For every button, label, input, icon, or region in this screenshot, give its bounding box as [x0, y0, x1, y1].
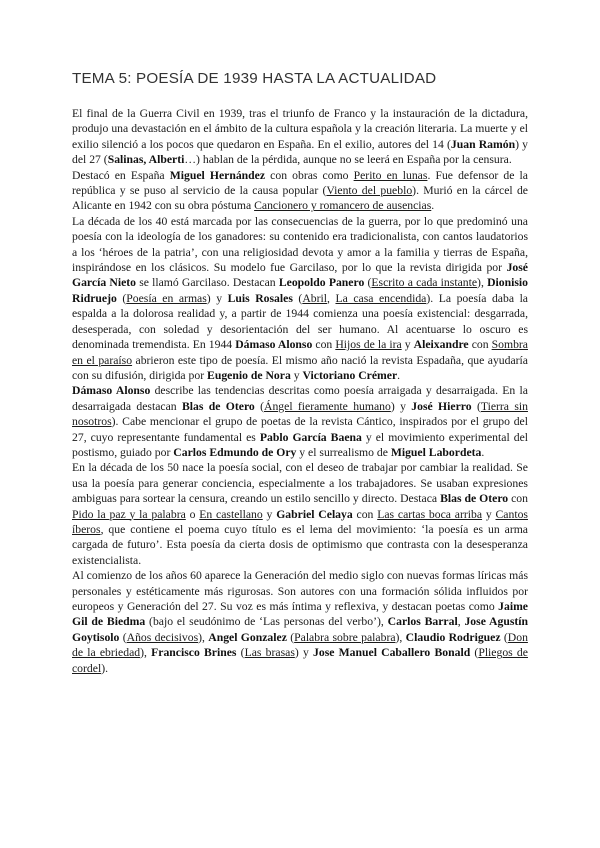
text-run: ) y [390, 399, 412, 413]
author-name: Blas de Otero [440, 492, 509, 506]
text-run: El final de la Guerra Civil en 1939, tras el triunfo de Franco y la instauración de la dictadura, produjo una devastación en el ámbito de la cultura española y la creación literaria. La muerte y el exilio silenció a los pocos que quedaron en España. En el exilio, autores del 14 ( [72, 107, 528, 151]
paragraph-decada-40 [72, 214, 528, 383]
work-title: Pido la paz y la palabra [72, 507, 186, 521]
author-name: Juan Ramón [450, 137, 516, 151]
work-title: Palabra sobre palabra [294, 630, 396, 644]
text-run: ( [116, 291, 127, 305]
paragraph-miguel-hernandez [72, 168, 528, 214]
work-title: Las cartas boca arriba [377, 507, 483, 521]
text-run: Al comienzo de los años 60 aparece la Generación del medio siglo con nuevas formas líricas más personales y estéticamente más rigurosas. Son autores con una formación sólida influidos por europeos y Generación del 27. Su voz es más íntima y reflexiva, y destacan poetas como [72, 569, 528, 613]
text-run: ), [477, 276, 488, 290]
author-name: Carlos Barral [387, 615, 458, 629]
author-name: Jaime Gil de Biedma [72, 600, 528, 629]
text-run: , que contiene el poema cuyo título es el lema del movimiento: ‘la poesía es un arma cargada de futuro’. Esta poesía da cierta dosis de optimismo que contrasta con la desesperanza existencialista. [72, 522, 528, 567]
author-name: José Hierro [411, 399, 472, 413]
text-run: ). [101, 661, 109, 675]
author-name: Leopoldo Panero [278, 276, 365, 290]
text-run: y [290, 368, 303, 382]
work-title: Sombra en el paraíso [72, 338, 528, 367]
text-run: ). La poesía daba la espalda a la dolorosa realidad y, a partir de 1944 comienza una poesía existencial: desgarrada, desesperada, con soledad y desorientación del ser humano. Al acentuarse lo oscuro es denominada tremendista. En 1944 [72, 291, 528, 352]
text-run: ), [198, 630, 209, 644]
text-run: ( [364, 276, 372, 290]
text-run: y el surrealismo de [296, 445, 391, 459]
text-run: ( [254, 399, 264, 413]
author-name: Dámaso Alonso [235, 338, 313, 352]
text-run: describe las tendencias descritas como poesía arraigada y desarraigada. En la desarraigada destacan [72, 384, 528, 413]
text-run: , [457, 615, 465, 629]
text-run: ( [470, 646, 479, 660]
author-name: Angel Gonzalez [208, 630, 287, 644]
text-run: abrieron este tipo de poesía. El mismo año nació la revista Espadaña, que ayudaría con su difusión, dirigida por [72, 353, 528, 382]
author-name: Dionisio Ridruejo [72, 276, 528, 305]
author-name: Miguel Hernández [169, 168, 266, 182]
author-name: Carlos Edmundo de Ory [173, 445, 297, 459]
text-run: ( [286, 630, 295, 644]
text-run: con [312, 338, 336, 352]
paragraph-exilio [72, 106, 528, 168]
work-title: Hijos de la ira [335, 338, 402, 352]
text-run: ) y [206, 291, 228, 305]
text-run: ) y [294, 646, 314, 660]
author-name: Miguel Labordeta [390, 445, 482, 459]
text-run: . Fue defensor de la república y se puso al servicio de la causa popular ( [72, 168, 528, 198]
text-run: ). Cabe mencionar el grupo de poetas de la revista Cántico, inspirados por el grupo del 27, cuyo representante fundamental es [72, 415, 528, 444]
text-run: . [481, 445, 485, 459]
work-title: Abril [302, 291, 327, 305]
text-run: con [468, 338, 492, 352]
text-run: y [482, 507, 496, 521]
work-title: Don de la ebriedad [72, 630, 528, 660]
work-title: Cancionero y romancero de ausencias [254, 199, 432, 213]
text-run: se llamó Garcilaso. Destacan [136, 276, 279, 290]
text-run: Destacó en España [72, 168, 170, 182]
author-name: Jose Agustín Goytisolo [72, 615, 529, 644]
text-run: con obras como [265, 168, 354, 182]
text-run: ( [119, 630, 127, 644]
paragraph-poesia-social [72, 460, 528, 568]
text-run: ( [236, 646, 245, 660]
work-title: Tierra sin nosotros [72, 399, 528, 429]
work-title: Años decisivos [126, 630, 199, 644]
author-name: Victoriano Crémer [302, 368, 398, 382]
author-name: Gabriel Celaya [276, 507, 353, 521]
text-run: y el movimiento experimental del postismo, guiado por [72, 430, 528, 459]
work-title: Poesía en armas [126, 291, 207, 305]
paragraph-arraigada-desarraigada [72, 383, 528, 460]
work-title: La casa encendida [335, 291, 427, 305]
work-title: Cantos íberos [72, 507, 528, 536]
text-run: (bajo el seudónimo de ‘Las personas del verbo’), [145, 615, 388, 629]
author-name: Eugenio de Nora [207, 368, 291, 382]
text-run: ( [500, 630, 508, 644]
text-run: ) y del 27 ( [72, 137, 528, 167]
text-run: con [508, 492, 528, 506]
text-run: ), [395, 630, 406, 644]
work-title: Escrito a cada instante [371, 276, 478, 290]
paragraph-medio-siglo [72, 568, 528, 676]
author-name: Salinas, Alberti [107, 153, 185, 167]
text-run: ( [471, 399, 481, 413]
work-title: Perito en lunas [353, 168, 428, 182]
author-name: Francisco Brines [151, 646, 237, 660]
author-name: Dámaso Alonso [72, 384, 151, 398]
text-run: …) hablan de la pérdida, aunque no se leerá en España por la censura. [184, 153, 512, 167]
work-title: En castellano [199, 507, 263, 521]
text-run: En la década de los 50 nace la poesía social, con el deseo de trabajar por cambiar la realidad. Se usa la poesía para generar conciencia, especialmente a los trabajadores. Se usaban expresiones ambiguas para sortear la censura, creando un estilo sencillo y directo. Destaca [72, 461, 528, 506]
author-name: Pablo García Baena [259, 430, 362, 444]
document-body [72, 106, 528, 676]
text-run: ). Murió en la cárcel de Alicante en 1942 con su obra póstuma [72, 184, 528, 213]
author-name: Blas de Otero [181, 399, 255, 413]
text-run: La década de los 40 está marcada por las consecuencias de la guerra, por lo que predominó una poesía con la ideología de los ganadores: su contenido era tradicionalista, con cantos laudatorios a los ‘héroes de la patria’, con una religiosidad devota y amor a la familia y tierras de España, inspirándose en los clásicos. Su modelo fue Garcilaso, por lo que la revista dirigida por [72, 214, 528, 275]
text-run: . [397, 368, 401, 382]
text-run: ), [140, 646, 152, 660]
author-name: Luis Rosales [227, 291, 293, 305]
author-name: José García Nieto [72, 261, 528, 290]
work-title: Pliegos de cordel [72, 646, 528, 675]
work-title: Las brasas [244, 646, 295, 660]
work-title: Viento del pueblo [326, 184, 413, 198]
text-run: , [327, 291, 336, 305]
text-run: . [431, 199, 435, 213]
author-name: Jose Manuel Caballero Bonald [313, 646, 471, 660]
page-title: TEMA 5: POESÍA DE 1939 HASTA LA ACTUALIDAD [72, 70, 437, 87]
work-title: Ángel fieramente humano [264, 399, 391, 413]
text-run: con [352, 507, 378, 521]
author-name: Claudio Rodriguez [405, 630, 501, 644]
text-run: y [262, 507, 277, 521]
text-run: y [401, 338, 414, 352]
author-name: Aleixandre [413, 338, 469, 352]
text-run: ( [292, 291, 303, 305]
text-run: o [185, 507, 200, 521]
